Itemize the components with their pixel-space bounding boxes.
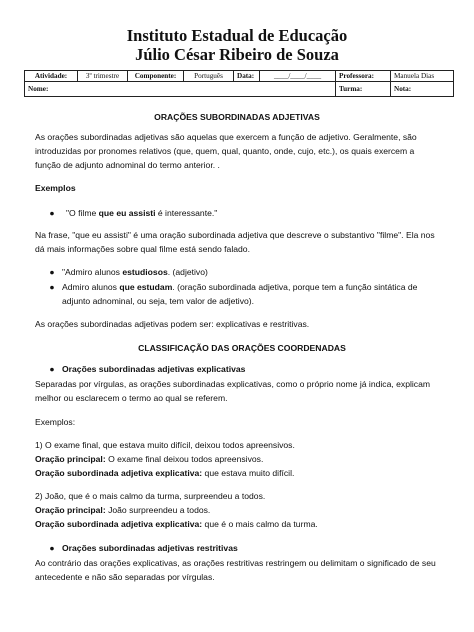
explicativa-example-1-principal: Oração principal: O exame final deixou todos apreensivos. xyxy=(35,454,264,464)
data-label: Data: xyxy=(234,71,260,82)
explicativas-heading: Orações subordinadas adjetivas explicativas xyxy=(62,364,246,374)
restritivas-text: Ao contrário das orações explicativas, as orações restritivas restringem ou delimitam o significado de seu antecedente e não são separadas por vírgulas. xyxy=(35,558,436,582)
bullet-icon: ● xyxy=(49,364,55,374)
bullet-icon: ● xyxy=(49,208,55,218)
example-3: Admiro alunos que estudam. (oração subordinada adjetiva, porque tem a função sintática de adjunto adnominal, ou seja, tem valor de adjetivo). xyxy=(62,282,418,306)
bullet-icon: ● xyxy=(49,543,55,553)
doc-title: ORAÇÕES SUBORDINADAS ADJETIVAS xyxy=(154,112,320,122)
bullet-icon: ● xyxy=(49,267,55,277)
classification-title: CLASSIFICAÇÃO DAS ORAÇÕES COORDENADAS xyxy=(138,343,346,353)
professora-value: Manuela Dias xyxy=(391,71,454,82)
turma-field: Turma: xyxy=(336,82,391,97)
examples-heading: Exemplos xyxy=(35,183,76,193)
school-name-line2: Júlio César Ribeiro de Souza xyxy=(135,45,339,64)
explicativa-example-2: 2) João, que é o mais calmo da turma, surpreendeu a todos. xyxy=(35,491,266,501)
explicativa-example-1: 1) O exame final, que estava muito difícil, deixou todos apreensivos. xyxy=(35,440,295,450)
explicativa-example-2-subordinada: Oração subordinada adjetiva explicativa: que é o mais calmo da turma. xyxy=(35,519,318,529)
example-1: "O filme que eu assisti é interessante." xyxy=(66,208,218,218)
data-value: ____/____/____ xyxy=(260,71,336,82)
componente-value: Português xyxy=(184,71,234,82)
nota-field: Nota: xyxy=(391,82,454,97)
info-table xyxy=(24,70,454,97)
explicativa-example-1-subordinada: Oração subordinada adjetiva explicativa: que estava muito difícil. xyxy=(35,468,295,478)
explicativas-text: Separadas por vírgulas, as orações subordinadas explicativas, como o próprio nome já indica, explicam melhor ou esclarecem o termo ao qual se referem. xyxy=(35,379,431,403)
atividade-label: Atividade: xyxy=(25,71,78,82)
example-2: "Admiro alunos estudiosos. (adjetivo) xyxy=(62,267,208,277)
atividade-value: 3º trimestre xyxy=(78,71,128,82)
explicativa-example-2-principal: Oração principal: João surpreendeu a todos. xyxy=(35,505,211,515)
professora-label: Professora: xyxy=(336,71,391,82)
school-name-line1: Instituto Estadual de Educação xyxy=(126,26,348,45)
types-line: As orações subordinadas adjetivas podem ser: explicativas e restritivas. xyxy=(35,319,310,329)
exemplos-label: Exemplos: xyxy=(35,417,76,427)
restritivas-heading: Orações subordinadas adjetivas restritivas xyxy=(62,543,238,553)
componente-label: Componente: xyxy=(128,71,184,82)
bullet-icon: ● xyxy=(49,282,55,292)
example-1-note: Na frase, "que eu assisti" é uma oração subordinada adjetiva que descreve o substantivo "filme". Ela nos dá mais informações sobre qual filme está sendo falado. xyxy=(35,230,435,254)
intro-paragraph: As orações subordinadas adjetivas são aquelas que exercem a função de adjetivo. Geralmente, são introduzidas por pronomes relativos (que, quem, qual, quanto, onde, cujo, etc.), os quais exercem a função de adjunto adnominal do termo anterior. . xyxy=(35,132,417,170)
nome-field: Nome: xyxy=(25,82,336,97)
